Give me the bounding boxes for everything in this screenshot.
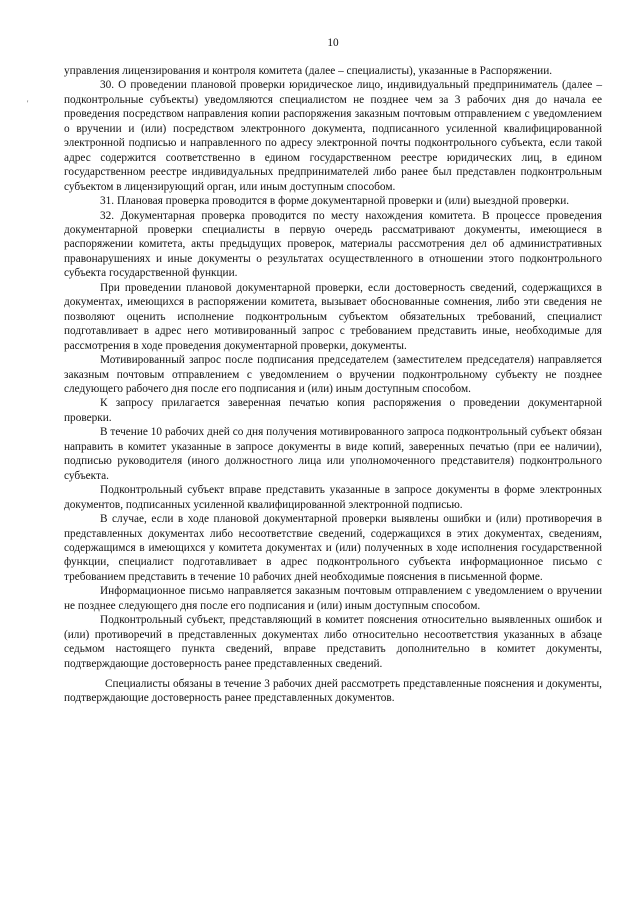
paragraph-item-32: 32. Документарная проверка проводится по месту нахождения комитета. В процессе проведения документарной проверки специалисты в первую очередь рассматривают документы, имеющиеся в распоряжении комитета, акты предыдущих проверок, материалы рассмотрения дел об административных правонарушениях и иные документы о результатах осуществленного в отношении этого подконтрольного субъекта государственной функции.: [64, 209, 602, 280]
paragraph-specialists-review: Специалисты обязаны в течение 3 рабочих дней рассмотреть представленные пояснения и документы, подтверждающие достоверность ранее представленных документов.: [64, 678, 602, 705]
paragraph-request-attachment: К запросу прилагается заверенная печатью копия распоряжения о проведении документарной проверки.: [64, 397, 602, 424]
page-number: 10: [327, 37, 339, 49]
paragraph-item-30: 30. О проведении плановой проверки юридическое лицо, индивидуальный предприниматель (далее – подконтрольные субъекты) уведомляются специалистом не позднее чем за 3 рабочих дня до начала ее проведения посредством направления копии распоряжения заказным почтовым отправлением с уведомлением о вручении и (или) посредством электронного документа, подписанного усиленной квалифицированной электронной подписью и направленного по адресу электронной почты подконтрольного субъекта, если такой адрес содержится соответственно в едином государственном реестре юридических лиц, в едином государственном реестре индивидуальных предпринимателей либо ранее был представлен подконтрольным субъектом в лицензирующий орган, или иным доступным способом.: [64, 79, 602, 193]
paragraph-errors-found: В случае, если в ходе плановой документарной проверки выявлены ошибки и (или) противоречия в представленных документах либо несоответствие сведений, содержащихся в этих документах, сведениям, содержащимся в имеющихся у комитета документах и (или) полученных в ходе исполнения государственной функции, специалист подготавливает в адрес подконтрольного субъекта информационное письмо с требованием представить в течение 10 рабочих дней необходимые пояснения в письменной форме.: [64, 513, 602, 583]
margin-mark: ': [27, 99, 29, 108]
paragraph-item-31: 31. Плановая проверка проводится в форме документарной проверки и (или) выездной проверки.: [100, 195, 570, 208]
paragraph-ten-days-response: В течение 10 рабочих дней со дня получения мотивированного запроса подконтрольный субъект обязан направить в комитет указанные в запросе документы в виде копий, заверенных печатью (при ее наличии), подписью руководителя (иного должностного лица или уполномоченного представителя) подконтрольного субъекта.: [64, 426, 602, 482]
paragraph-explanations: Подконтрольный субъект, представляющий в комитет пояснения относительно выявленных ошибок и (или) противоречий в представленных документах либо относительно несоответствия указанных в абзаце седьмом настоящего пункта сведений, вправе представить дополнительно в комитет документы, подтверждающие достоверность ранее представленных сведений.: [64, 614, 602, 670]
paragraph-electronic-documents: Подконтрольный субъект вправе представить указанные в запросе документы в форме электронных документов, подписанных усиленной квалифицированной электронной подписью.: [64, 484, 602, 511]
paragraph-motivated-request: Мотивированный запрос после подписания председателем (заместителем председателя) направляется заказным почтовым отправлением с уведомлением о вручении подконтрольному субъекту не позднее следующего рабочего дня после его подписания и (или) иным доступным способом.: [64, 354, 602, 395]
paragraph-information-letter: Информационное письмо направляется заказным почтовым отправлением с уведомлением о вручении не позднее следующего дня после его подписания и (или) иным доступным способом.: [64, 585, 602, 612]
paragraph-continuation: управления лицензирования и контроля комитета (далее – специалисты), указанные в Распоряжении.: [64, 65, 553, 77]
paragraph-planned-documentary-check: При проведении плановой документарной проверки, если достоверность сведений, содержащихся в документах, имеющихся в распоряжении комитета, вызывает обоснованные сомнения, либо эти сведения не позволяют оценить исполнение подконтрольным субъектом обязательных требований, специалист подготавливает в адрес него мотивированный запрос с требованием представить иные, необходимые для рассмотрения в ходе проведения документарной проверки, документы.: [64, 281, 602, 352]
